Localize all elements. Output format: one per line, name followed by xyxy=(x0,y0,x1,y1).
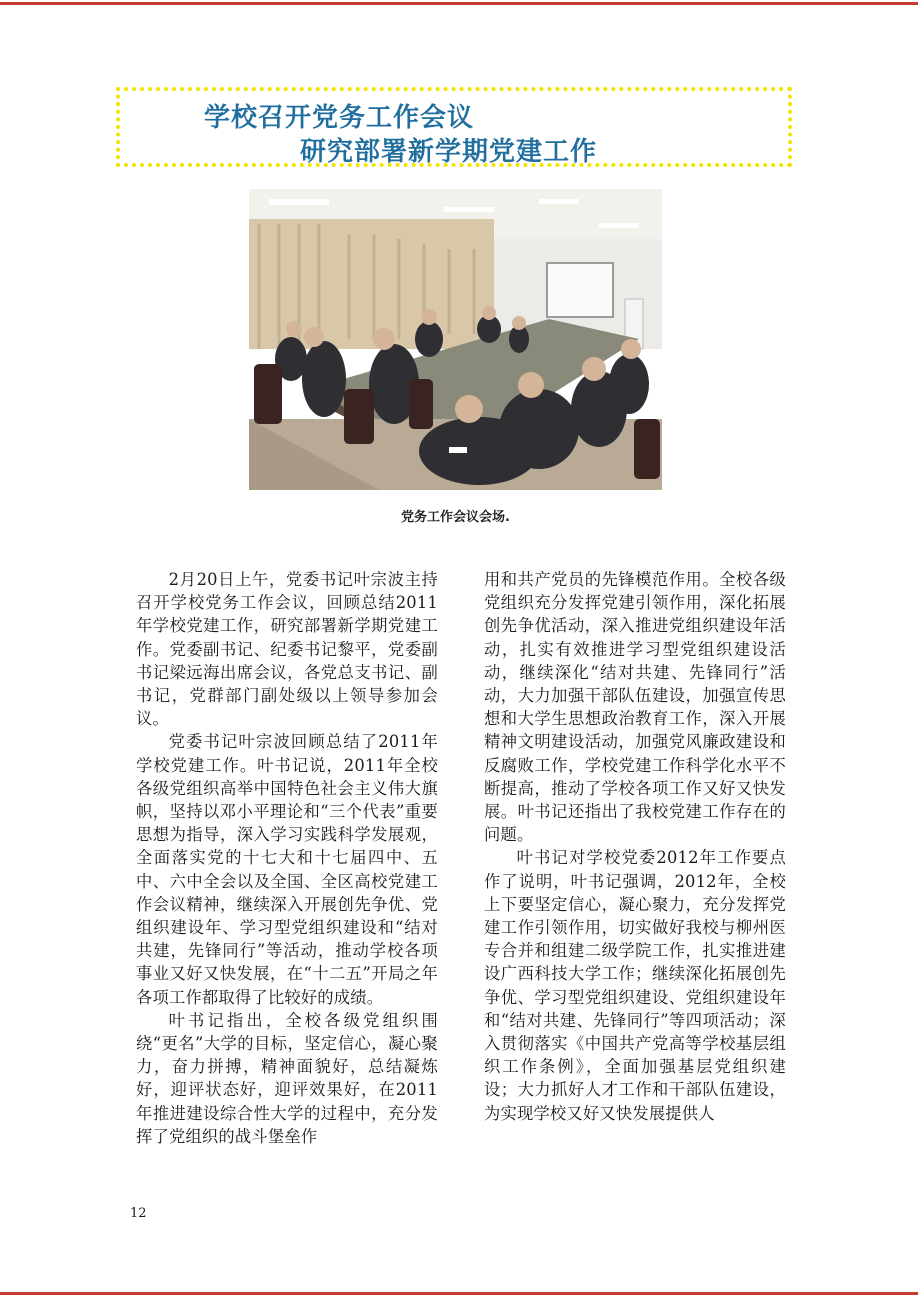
paragraph: 叶书记指出，全校各级党组织围绕“更名”大学的目标，坚定信心，凝心聚力，奋力拼搏，精神面貌好，总结凝炼好，迎评状态好，迎评效果好，在2011年推进建设综合性大学的过程中，充分发挥了党组织的战斗堡垒作 xyxy=(136,1010,438,1146)
page-number: 12 xyxy=(130,1206,147,1221)
article-right-column xyxy=(484,568,786,1125)
paragraph: 2月20日上午，党委书记叶宗波主持召开学校党务工作会议，回顾总结2011年学校党建工作，研究部署新学期党建工作。党委副书记、纪委书记黎平，党委副书记梁远海出席会议，各党总支书记、副书记，党群部门副处级以上领导参加会议。 xyxy=(136,570,438,729)
photo-caption: 党务工作会议会场. xyxy=(401,510,510,525)
top-rule xyxy=(0,2,918,5)
meeting-photo xyxy=(249,189,662,490)
article-left-column xyxy=(136,568,438,1148)
paragraph: 叶书记对学校党委2012年工作要点作了说明，叶书记强调，2012年，全校上下要坚定信心，凝心聚力，充分发挥党建工作引领作用，切实做好我校与柳州医专合并和组建二级学院工作，扎实推进建设广西科技大学工作；继续深化拓展创先争优、学习型党组织建设、党组织建设年和“结对共建、先锋同行”等四项活动；深入贯彻落实《中国共产党高等学校基层组织工作条例》，全面加强基层党组织建设；大力抓好人才工作和干部队伍建设，为实现学校又好又快发展提供人 xyxy=(484,848,786,1123)
page-title-line1: 学校召开党务工作会议 xyxy=(204,103,475,133)
paragraph: 用和共产党员的先锋模范作用。全校各级党组织充分发挥党建引领作用，深化拓展创先争优活动，深入推进党组织建设年活动，扎实有效推进学习型党组织建设活动，继续深化“结对共建、先锋同行”活动，大力加强干部队伍建设，加强宣传思想和大学生思想政治教育工作，深入开展精神文明建设活动，加强党风廉政建设和反腐败工作，学校党建工作科学化水平不断提高，推动了学校各项工作又好又快发展。叶书记还指出了我校党建工作存在的问题。 xyxy=(484,570,786,845)
page-title-line2: 研究部署新学期党建工作 xyxy=(300,137,598,167)
title-box xyxy=(116,87,792,167)
bottom-rule xyxy=(0,1292,918,1295)
paragraph: 党委书记叶宗波回顾总结了2011年学校党建工作。叶书记说，2011年全校各级党组织高举中国特色社会主义伟大旗帜，坚持以邓小平理论和“三个代表”重要思想为指导，深入学习实践科学发展观，全面落实党的十七大和十七届四中、五中、六中全会以及全国、全区高校党建工作会议精神，继续深入开展创先争优、党组织建设年、学习型党组织建设和“结对共建，先锋同行”等活动，推动学校各项事业又好又快发展，在“十二五”开局之年各项工作都取得了比较好的成绩。 xyxy=(136,732,438,1007)
